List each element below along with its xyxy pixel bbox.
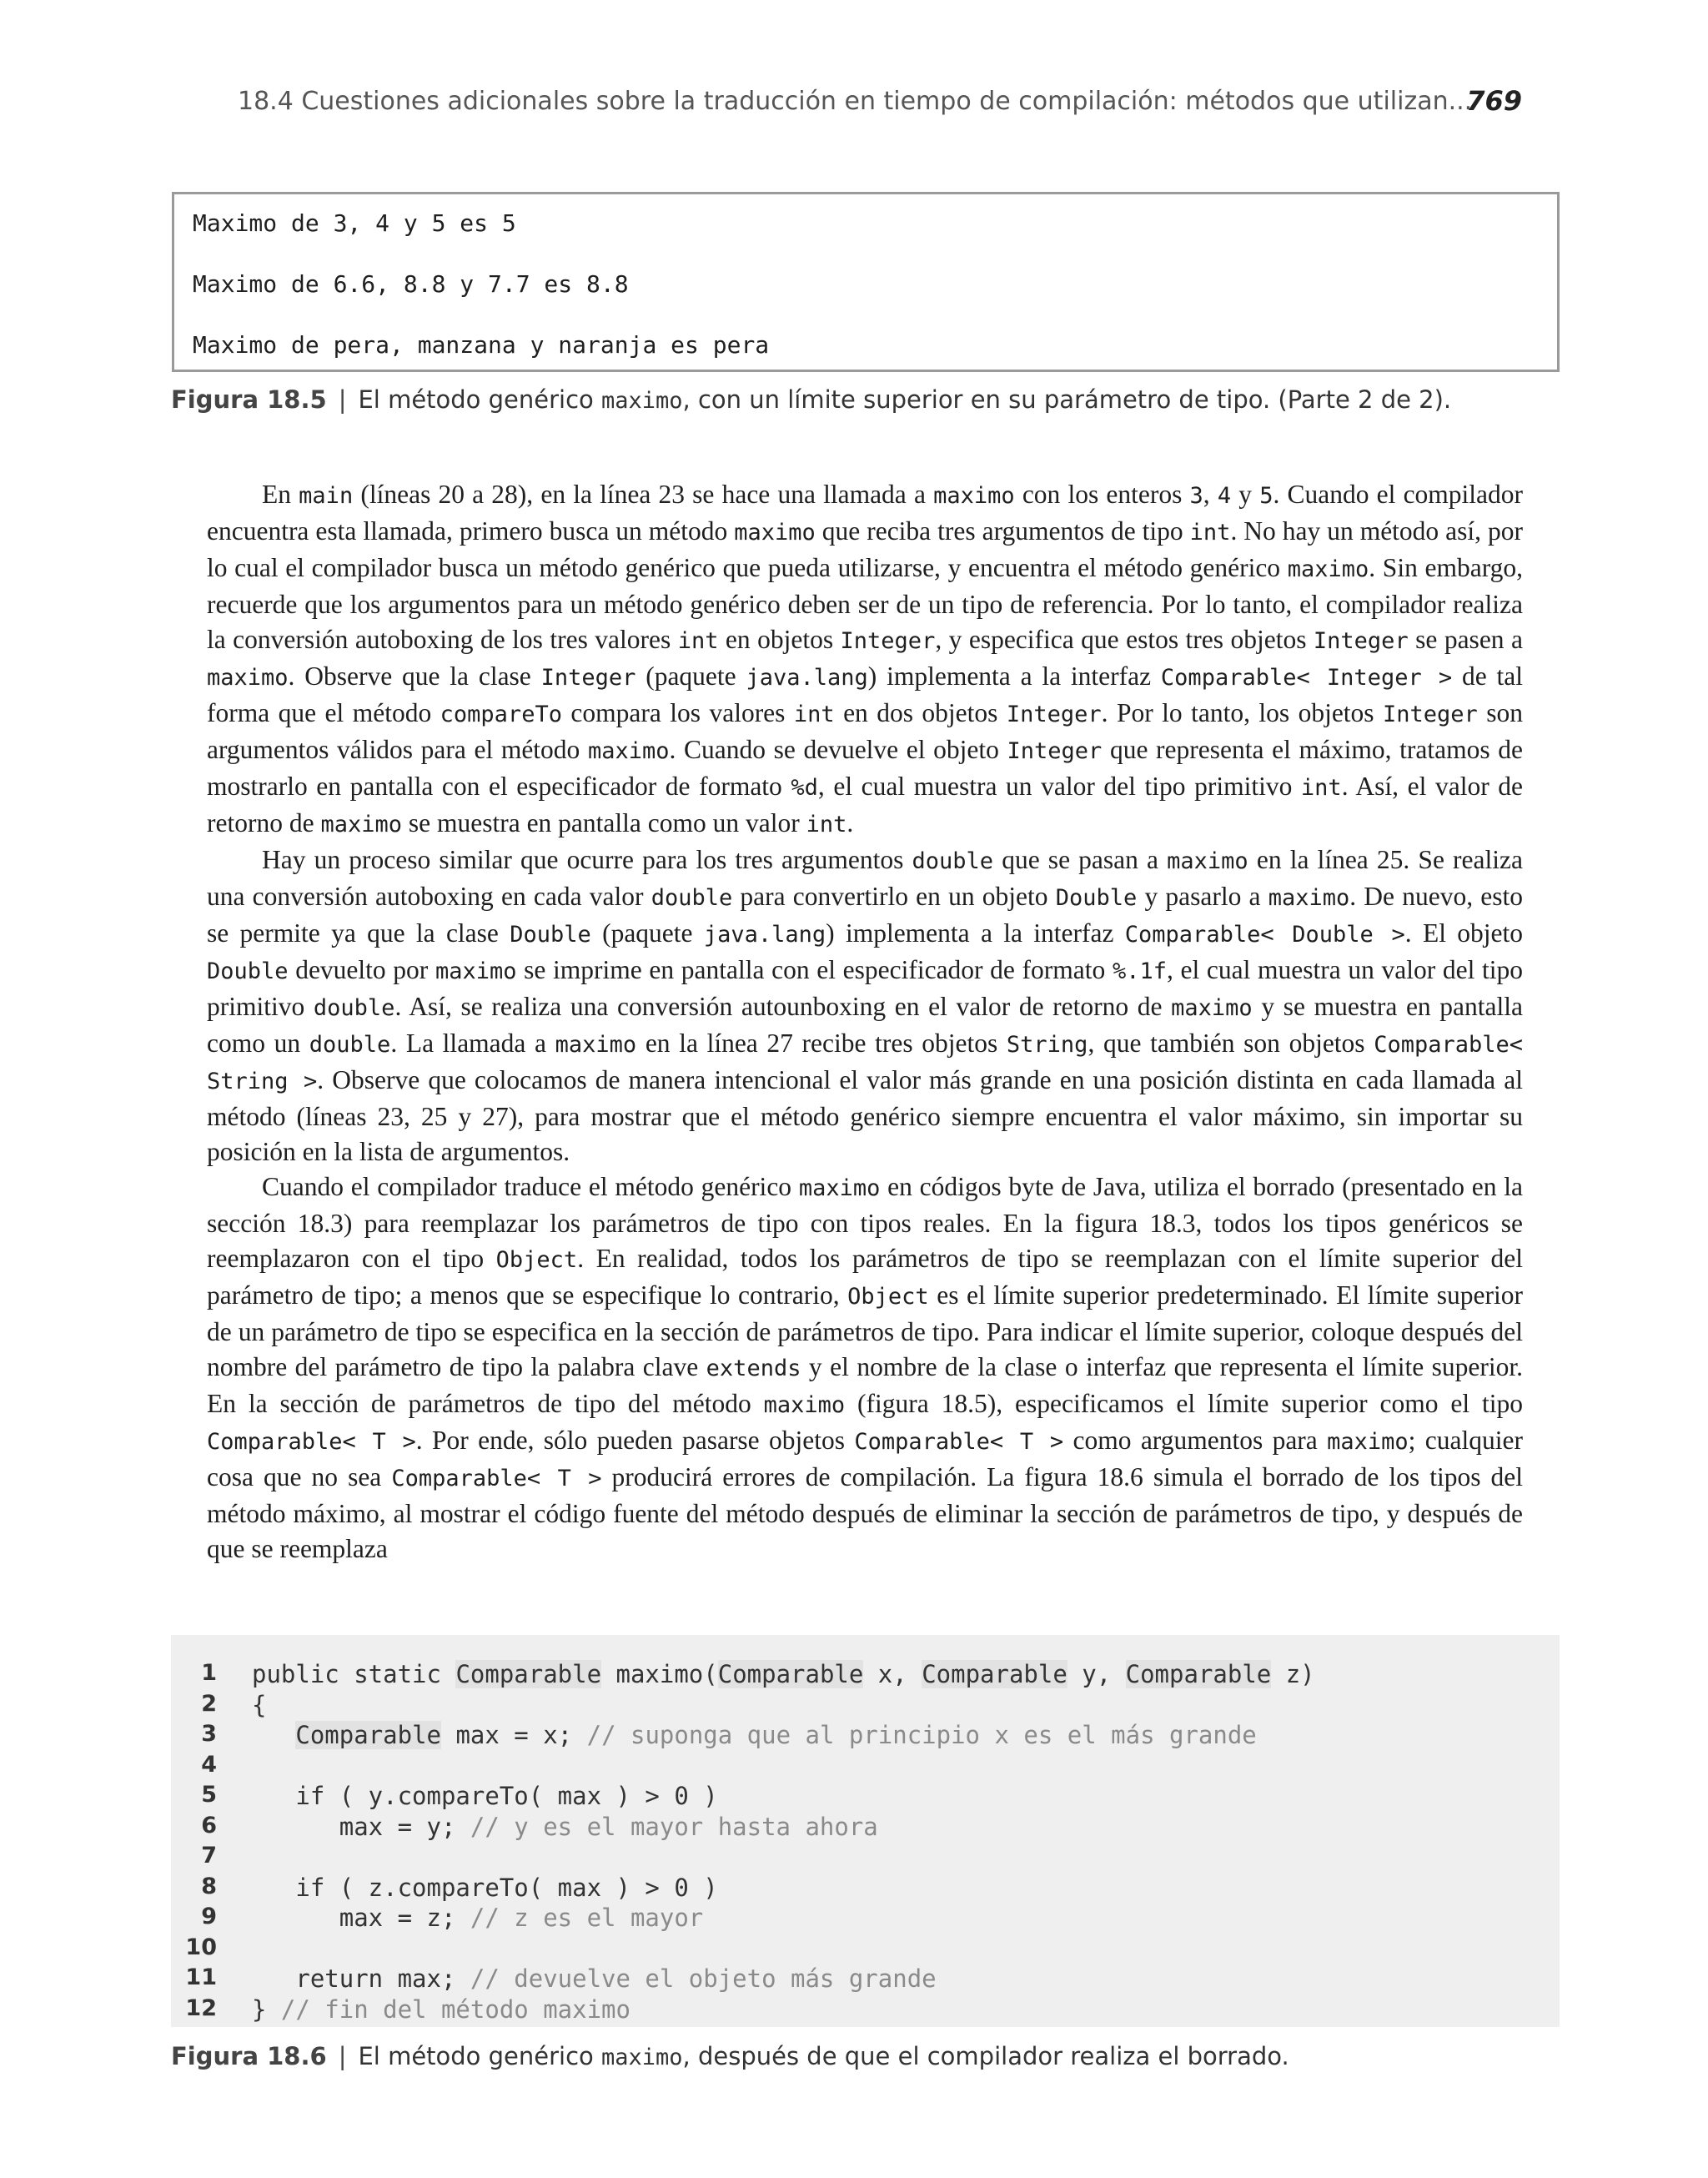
caption-text: , con un límite superior en su parámetro de tipo. (Parte 2 de 2).: [682, 385, 1452, 414]
inline-code: java.lang: [746, 665, 868, 691]
inline-code: int: [677, 628, 719, 654]
line-number: 12: [185, 1994, 217, 2021]
text-run: . Por ende, sólo pueden pasarse objetos: [415, 1426, 855, 1455]
inline-code: maximo: [734, 520, 816, 546]
code-text: [252, 1874, 718, 1902]
inline-code: maximo: [1268, 885, 1350, 911]
text-run: en dos objetos: [834, 698, 1007, 727]
text-run: En: [262, 480, 299, 509]
text-run: y: [1231, 480, 1260, 509]
text-run: como argumentos para: [1063, 1426, 1328, 1455]
inline-code: maximo: [763, 1392, 846, 1418]
text-run: (figura 18.5), especificamos el límite superior como el tipo: [845, 1389, 1523, 1418]
code-listing: [171, 1635, 1560, 2027]
code-segment: max = x;: [441, 1721, 587, 1749]
inline-code: Comparable< T >: [854, 1429, 1064, 1455]
text-run: se pasen a: [1408, 625, 1523, 654]
caption-code: maximo: [601, 388, 683, 414]
code-comment: // devuelve el objeto más grande: [470, 1964, 937, 1993]
inline-code: Comparable< T >: [391, 1466, 602, 1491]
inline-code: Integer: [540, 665, 636, 691]
text-run: (líneas 20 a 28), en la línea 23 se hace una llamada a: [353, 480, 934, 509]
code-text: [252, 1660, 1315, 1688]
inline-code: double: [313, 995, 395, 1021]
inline-code: 3: [1189, 483, 1203, 509]
text-run: que representa el máximo, tratamos de mostrarlo en pantalla con el especificador de formato: [207, 735, 1523, 801]
line-number: 7: [201, 1843, 217, 1869]
line-number: 8: [201, 1873, 217, 1899]
code-comment: // z es el mayor: [470, 1904, 704, 1932]
caption-text: , después de que el compilador realiza el borrado.: [682, 2042, 1289, 2070]
text-run: y pasarlo a: [1137, 882, 1268, 911]
line-number: 10: [185, 1934, 217, 1960]
code-segment: {: [252, 1690, 267, 1719]
inline-code: Integer: [1006, 702, 1102, 727]
text-run: . Sin embargo, recuerde que los argumentos para un método genérico deben ser de un tipo de referencia. Por lo tanto, el compilador realiza la conversión autoboxing de los tres valores: [207, 553, 1523, 654]
text-run: compara los valores: [561, 698, 794, 727]
inline-code: %.1f: [1112, 958, 1167, 984]
inline-code: int: [793, 702, 835, 727]
text-run: . Así, el valor de retorno de: [207, 772, 1523, 837]
code-comment: // y es el mayor hasta ahora: [470, 1812, 878, 1841]
text-run: (paquete: [635, 661, 746, 691]
text-run: con los enteros: [1014, 480, 1190, 509]
body-paragraph: [207, 843, 1523, 1169]
code-segment: maximo(: [601, 1660, 718, 1688]
inline-code: Integer: [1383, 702, 1478, 727]
highlighted-type: Comparable: [717, 1660, 864, 1688]
code-text: [252, 1904, 703, 1932]
inline-code: double: [309, 1032, 391, 1058]
inline-code: Comparable< T >: [207, 1429, 416, 1455]
text-run: . No hay un método así, por lo cual el compilador busca un método genérico que pueda utilizarse, y encuentra el método genérico: [207, 516, 1523, 582]
text-run: . Cuando el compilador encuentra esta llamada, primero busca un método: [207, 480, 1524, 546]
text-run: producirá errores de compilación. La figura 18.6 simula el borrado de los tipos del método máximo, al mostrar el código fuente del método después de eliminar la sección de parámetros de tipo, y después de que se reemplaza: [207, 1462, 1523, 1563]
inline-code: int: [806, 812, 847, 837]
code-segment: if ( y.compareTo( max ) > 0 ): [252, 1782, 718, 1810]
inline-code: Comparable< String >: [207, 1032, 1524, 1094]
inline-code: Double: [510, 922, 591, 948]
inline-code: String: [1006, 1032, 1088, 1058]
inline-code: Integer: [840, 628, 936, 654]
code-segment: max = y;: [252, 1812, 470, 1841]
code-text: [252, 1813, 878, 1841]
code-segment: x,: [863, 1660, 922, 1688]
code-text: [252, 1964, 937, 1993]
text-run: . Por lo tanto, los objetos: [1101, 698, 1383, 727]
text-run: . La llamada a: [390, 1029, 555, 1058]
code-segment: y,: [1067, 1660, 1126, 1688]
inline-code: java.lang: [703, 922, 826, 948]
running-title: 18.4 Cuestiones adicionales sobre la traducción en tiempo de compilación: métodos que utilizan...: [238, 87, 1473, 116]
code-segment: z): [1271, 1660, 1315, 1688]
line-number: 3: [201, 1721, 217, 1747]
text-run: de tal forma que el método: [207, 661, 1523, 727]
text-run: es el límite superior predeterminado. El límite superior de un parámetro de tipo se especifica en la sección de parámetros de tipo. Para indicar el límite superior, coloque después del nombre del parámetro de tipo la palabra clave: [207, 1280, 1524, 1381]
figure-caption-18-6: [171, 2042, 1289, 2070]
text-run: . El objeto: [1404, 918, 1523, 948]
inline-code: int: [1300, 775, 1342, 801]
line-number: 5: [201, 1782, 217, 1808]
inline-code: int: [1189, 520, 1231, 546]
inline-code: Double: [1055, 885, 1138, 911]
code-segment: return max;: [252, 1964, 470, 1993]
program-output-box: [172, 192, 1560, 372]
caption-text: El método genérico: [358, 385, 601, 414]
text-run: en códigos byte de Java, utiliza el borrado (presentado en la sección 18.3) para reemplazar los parámetros de tipo con tipos reales. En la figura 18.3, todos los tipos genéricos se reemplazaron con el tipo: [207, 1172, 1524, 1273]
caption-text: El método genérico: [358, 2042, 601, 2070]
line-number: 4: [201, 1751, 217, 1778]
inline-code: maximo: [555, 1032, 637, 1058]
text-run: que se pasan a: [993, 845, 1168, 874]
text-run: en la línea 25. Se realiza una conversión autoboxing en cada valor: [207, 845, 1523, 911]
inline-code: Comparable< Double >: [1124, 922, 1405, 948]
text-run: para convertirlo en un objeto: [732, 882, 1056, 911]
text-run: , el cual muestra un valor del tipo primitivo: [817, 772, 1301, 801]
code-segment: if ( z.compareTo( max ) > 0 ): [252, 1873, 718, 1902]
output-line: Maximo de pera, manzana y naranja es pera: [193, 331, 770, 359]
highlighted-type: Comparable: [455, 1660, 602, 1688]
text-run: . Cuando se devuelve el objeto: [669, 735, 1007, 764]
line-number: 1: [201, 1660, 217, 1686]
inline-code: extends: [706, 1356, 801, 1381]
code-comment: // fin del método maximo: [280, 1994, 630, 2024]
caption-separator: |: [338, 385, 347, 414]
inline-code: maximo: [1287, 556, 1369, 582]
text-run: y el nombre de la clase o interfaz que representa el límite superior. En la sección de parámetros de tipo del método: [207, 1352, 1523, 1418]
highlighted-type: Comparable: [922, 1660, 1068, 1688]
inline-code: Object: [495, 1247, 578, 1273]
line-number: 11: [185, 1964, 217, 1990]
text-run: ; cualquier cosa que no sea: [207, 1426, 1523, 1491]
running-header: [0, 82, 1708, 123]
text-run: Hay un proceso similar que ocurre para los tres argumentos: [262, 845, 912, 874]
inline-code: maximo: [587, 738, 670, 764]
text-run: (paquete: [590, 918, 704, 948]
line-number: 2: [201, 1690, 217, 1717]
text-run: . En realidad, todos los parámetros de tipo se reemplazan con el límite superior del parámetro de tipo; a menos que se especifique lo contrario,: [207, 1244, 1524, 1310]
inline-code: Comparable< Integer >: [1160, 665, 1453, 691]
inline-code: double: [912, 848, 994, 874]
inline-code: maximo: [933, 483, 1015, 509]
text-run: . De nuevo, esto se permite ya que la clase: [207, 882, 1524, 948]
highlighted-type: Comparable: [1125, 1660, 1272, 1688]
highlighted-type: Comparable: [295, 1721, 441, 1749]
line-number: 6: [201, 1812, 217, 1838]
code-text: [252, 1995, 630, 2024]
body-text: [207, 477, 1523, 1567]
output-line: Maximo de 6.6, 8.8 y 7.7 es 8.8: [193, 270, 629, 298]
text-run: devuelto por: [288, 955, 435, 984]
inline-code: maximo: [207, 665, 289, 691]
inline-code: 5: [1259, 483, 1273, 509]
inline-code: Integer: [1313, 628, 1409, 654]
code-segment: [252, 1721, 295, 1749]
figure-caption-18-5: [171, 385, 1451, 414]
text-run: Cuando el compilador traduce el método genérico: [262, 1172, 799, 1201]
inline-code: 4: [1217, 483, 1232, 509]
text-run: se muestra en pantalla como un valor: [402, 808, 806, 837]
body-paragraph: [207, 1169, 1523, 1567]
code-comment: // suponga que al principio x es el más grande: [586, 1721, 1257, 1749]
caption-separator: |: [338, 2042, 347, 2070]
caption-code: maximo: [601, 2045, 683, 2070]
text-run: en objetos: [718, 625, 841, 654]
inline-code: maximo: [1327, 1429, 1409, 1455]
inline-code: main: [299, 483, 354, 509]
text-run: ) implementa a la interfaz: [867, 661, 1161, 691]
figure-label: Figura 18.5: [171, 385, 327, 414]
text-run: . Observe que la clase: [288, 661, 541, 691]
inline-code: Object: [847, 1284, 929, 1310]
inline-code: maximo: [1171, 995, 1253, 1021]
text-run: . Observe que colocamos de manera intencional el valor más grande en una posición distinta en cada llamada al método (líneas 23, 25 y 27), para mostrar que el método genérico siempre encuentra el valor máximo, sin importar su posición en la lista de argumentos.: [207, 1065, 1523, 1166]
text-run: , el cual muestra un valor del tipo primitivo: [207, 955, 1523, 1021]
text-run: ) implementa a la interfaz: [826, 918, 1125, 948]
code-text: [252, 1691, 266, 1719]
figure-label: Figura 18.6: [171, 2042, 327, 2070]
code-text: [252, 1721, 1257, 1749]
inline-code: Integer: [1007, 738, 1103, 764]
inline-code: compareTo: [440, 702, 562, 727]
text-run: que reciba tres argumentos de tipo: [815, 516, 1190, 546]
text-run: se imprime en pantalla con el especificador de formato: [516, 955, 1113, 984]
body-paragraph: [207, 477, 1523, 843]
code-segment: public static: [252, 1660, 456, 1688]
code-text: [252, 1782, 718, 1810]
code-segment: }: [252, 1994, 281, 2024]
text-run: ,: [1203, 480, 1218, 509]
inline-code: %d: [791, 775, 818, 801]
text-run: son argumentos válidos para el método: [207, 698, 1523, 764]
inline-code: maximo: [320, 812, 402, 837]
output-line: Maximo de 3, 4 y 5 es 5: [193, 209, 516, 237]
text-run: en la línea 27 recibe tres objetos: [636, 1029, 1007, 1058]
code-segment: max = z;: [252, 1904, 470, 1932]
page-number: 769: [1466, 85, 1522, 117]
text-run: , y especifica que estos tres objetos: [935, 625, 1314, 654]
inline-code: maximo: [1167, 848, 1248, 874]
line-number: 9: [201, 1904, 217, 1929]
inline-code: double: [651, 885, 733, 911]
inline-code: Double: [207, 958, 289, 984]
text-run: . Así, se realiza una conversión autounboxing en el valor de retorno de: [394, 992, 1172, 1021]
inline-code: maximo: [798, 1175, 881, 1201]
text-run: y se muestra en pantalla como un: [207, 992, 1524, 1058]
text-run: , que también son objetos: [1088, 1029, 1374, 1058]
text-run: .: [846, 808, 854, 837]
inline-code: maximo: [435, 958, 517, 984]
